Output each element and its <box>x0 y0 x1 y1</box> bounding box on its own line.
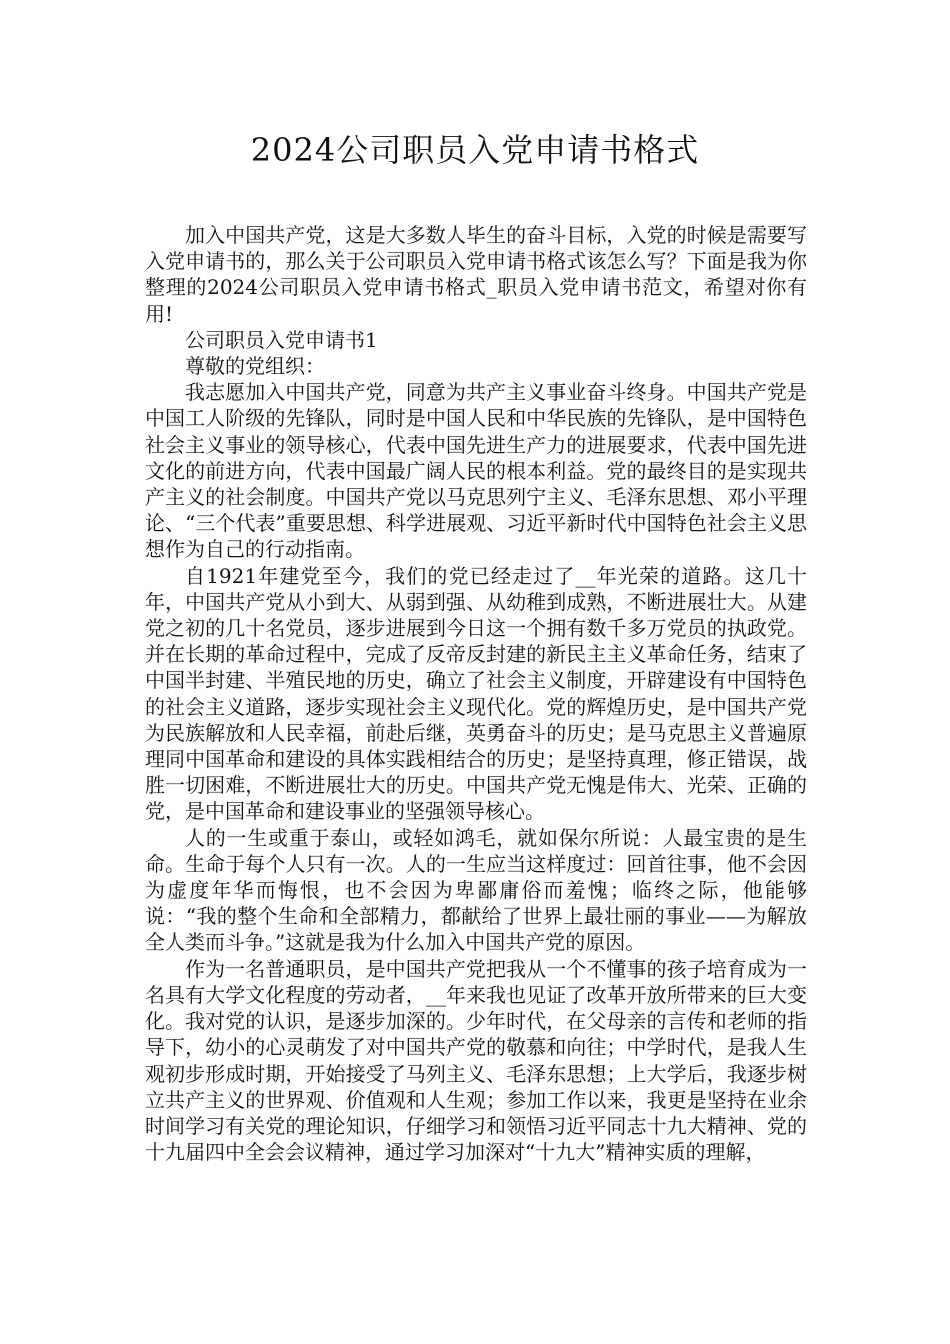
salutation: 尊敬的党组织： <box>185 354 325 379</box>
body-paragraph: 人的一生或重于泰山，或轻如鸿毛，就如保尔所说：人最宝贵的是生命。生命于每个人只有一次。人的一生应当这样度过：回首往事，他不会因为虚度年华而悔恨，也不会因为卑鄙庸俗而羞愧；临终之际，他能够说：“我的整个生命和全部精力，都献给了世界上最壮丽的事业——为解放全人类而斗争。”这就是我为什么加入中国共产党的原因。 <box>145 825 807 955</box>
section-heading: 公司职员入党申请书1 <box>185 327 378 352</box>
document-body <box>145 222 807 1165</box>
intro-paragraph: 加入中国共产党，这是大多数人毕生的奋斗目标，入党的时候是需要写入党申请书的，那么关于公司职员入党申请书格式该怎么写？下面是我为你整理的2024公司职员入党申请书格式_职员入党申请书范文，希望对你有用! <box>145 223 807 326</box>
body-paragraph: 自1921年建党至今，我们的党已经走过了__年光荣的道路。这几十年，中国共产党从小到大、从弱到强、从幼稚到成熟，不断进展壮大。从建党之初的几十名党员，逐步进展到今日这一个拥有数千多万党员的执政党。并在长期的革命过程中，完成了反帝反封建的新民主主义革命任务，结束了中国半封建、半殖民地的历史，确立了社会主义制度，开辟建设有中国特色的社会主义道路，逐步实现社会主义现代化。党的辉煌历史，是中国共产党为民族解放和人民幸福，前赴后继，英勇奋斗的历史；是马克思主义普遍原理同中国革命和建设的具体实践相结合的历史；是坚持真理，修正错误，战胜一切困难，不断进展壮大的历史。中国共产党无愧是伟大、光荣、正确的党，是中国革命和建设事业的坚强领导核心。 <box>145 563 807 824</box>
document-title: 2024公司职员入党申请书格式 <box>250 131 700 169</box>
body-paragraph: 我志愿加入中国共产党，同意为共产主义事业奋斗终身。中国共产党是中国工人阶级的先锋队，同时是中国人民和中华民族的先锋队，是中国特色社会主义事业的领导核心，代表中国先进生产力的进展要求，代表中国先进文化的前进方向，代表中国最广阔人民的根本利益。党的最终目的是实现共产主义的社会制度。中国共产党以马克思列宁主义、毛泽东思想、邓小平理论、“三个代表”重要思想、科学进展观、习近平新时代中国特色社会主义思想作为自己的行动指南。 <box>145 380 807 562</box>
body-paragraph: 作为一名普通职员，是中国共产党把我从一个不懂事的孩子培育成为一名具有大学文化程度的劳动者，__年来我也见证了改革开放所带来的巨大变化。我对党的认识，是逐步加深的。少年时代，在父母亲的言传和老师的指导下，幼小的心灵萌发了对中国共产党的敬慕和向往；中学时代，是我人生观初步形成时期，开始接受了马列主义、毛泽东思想；上大学后，我逐步树立共产主义的世界观、价值观和人生观；参加工作以来，我更是坚持在业余时间学习有关党的理论知识，仔细学习和领悟习近平同志十九大精神、党的十九届四中全会会议精神，通过学习加深对“十九大”精神实质的理解， <box>145 956 807 1165</box>
